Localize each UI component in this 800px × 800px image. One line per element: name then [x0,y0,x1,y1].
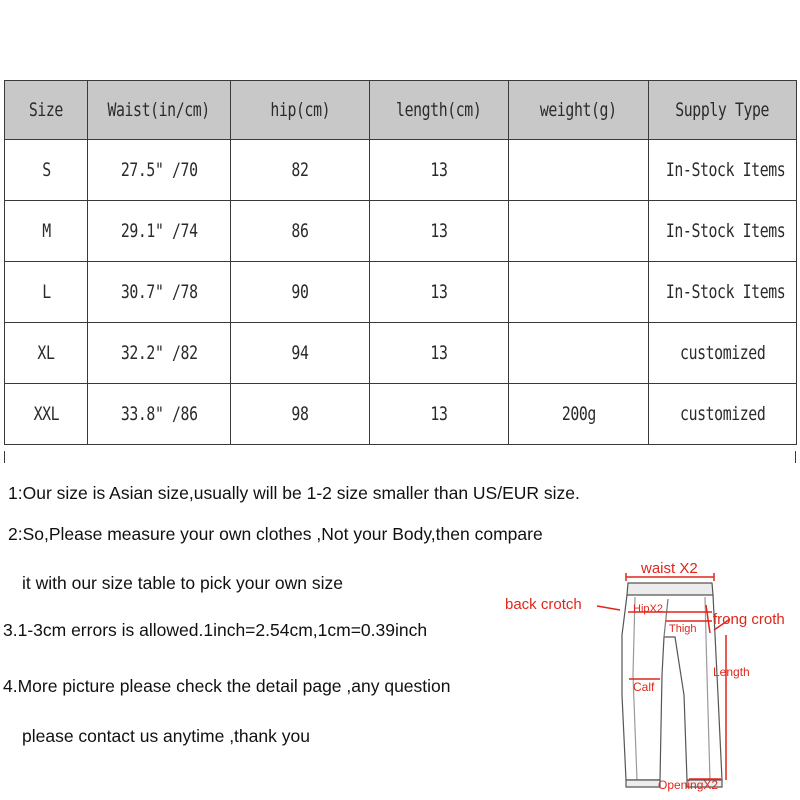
label-waist: waist X2 [641,560,698,577]
cell-length: 13 [370,323,509,384]
cell-length: 13 [370,201,509,262]
note-1: 1:Our size is Asian size,usually will be 1-2 size smaller than US/EUR size. [8,483,580,503]
cell-waist: 33.8" /86 [88,384,231,445]
header-waist: Waist(in/cm) [88,81,231,140]
cell-hip: 94 [231,323,370,384]
table-row [5,323,797,384]
cell-waist: 32.2" /82 [88,323,231,384]
note-3: 3.1-3cm errors is allowed.1inch=2.54cm,1cm=0.39inch [3,620,428,640]
cell-size: M [5,201,88,262]
label-calf: Calf [633,680,655,694]
label-back-crotch: back crotch [505,596,582,613]
cell-weight [509,201,649,262]
cell-length: 13 [370,384,509,445]
table-bottom-strip [4,451,796,463]
label-opening: OpeningX2 [658,778,719,792]
cell-length: 13 [370,262,509,323]
header-weight: weight(g) [509,81,649,140]
header-length: length(cm) [370,81,509,140]
note-2-continued: it with our size table to pick your own size [22,573,343,593]
cell-supply-type: customized [649,323,797,384]
cell-hip: 86 [231,201,370,262]
cell-weight [509,140,649,201]
pants-measurement-diagram [500,555,800,800]
cell-weight [509,323,649,384]
note-2: 2:So,Please measure your own clothes ,Not your Body,then compare [8,524,543,544]
header-supply-type: Supply Type [649,81,797,140]
cell-hip: 90 [231,262,370,323]
label-length: Length [713,665,750,679]
note-4: 4.More picture please check the detail page ,any question [3,676,451,696]
cell-hip: 98 [231,384,370,445]
cell-weight: 200g [509,384,649,445]
label-front-crotch: frong croth [713,611,785,628]
cell-size: S [5,140,88,201]
size-table [4,80,797,445]
table-header-row [5,81,797,140]
cell-size: L [5,262,88,323]
label-thigh: Thigh [669,623,697,635]
cell-waist: 30.7" /78 [88,262,231,323]
header-hip: hip(cm) [231,81,370,140]
note-4-continued: please contact us anytime ,thank you [22,726,310,746]
cell-supply-type: In-Stock Items [649,140,797,201]
table-row [5,384,797,445]
cell-length: 13 [370,140,509,201]
cell-supply-type: customized [649,384,797,445]
cell-size: XL [5,323,88,384]
pants-drawing [500,555,800,800]
label-hip: HipX2 [633,603,663,615]
cell-waist: 27.5" /70 [88,140,231,201]
header-size: Size [5,81,88,140]
cell-waist: 29.1" /74 [88,201,231,262]
cell-supply-type: In-Stock Items [649,262,797,323]
cell-supply-type: In-Stock Items [649,201,797,262]
cell-hip: 82 [231,140,370,201]
cell-size: XXL [5,384,88,445]
table-row [5,140,797,201]
cell-weight [509,262,649,323]
table-row [5,201,797,262]
table-row [5,262,797,323]
